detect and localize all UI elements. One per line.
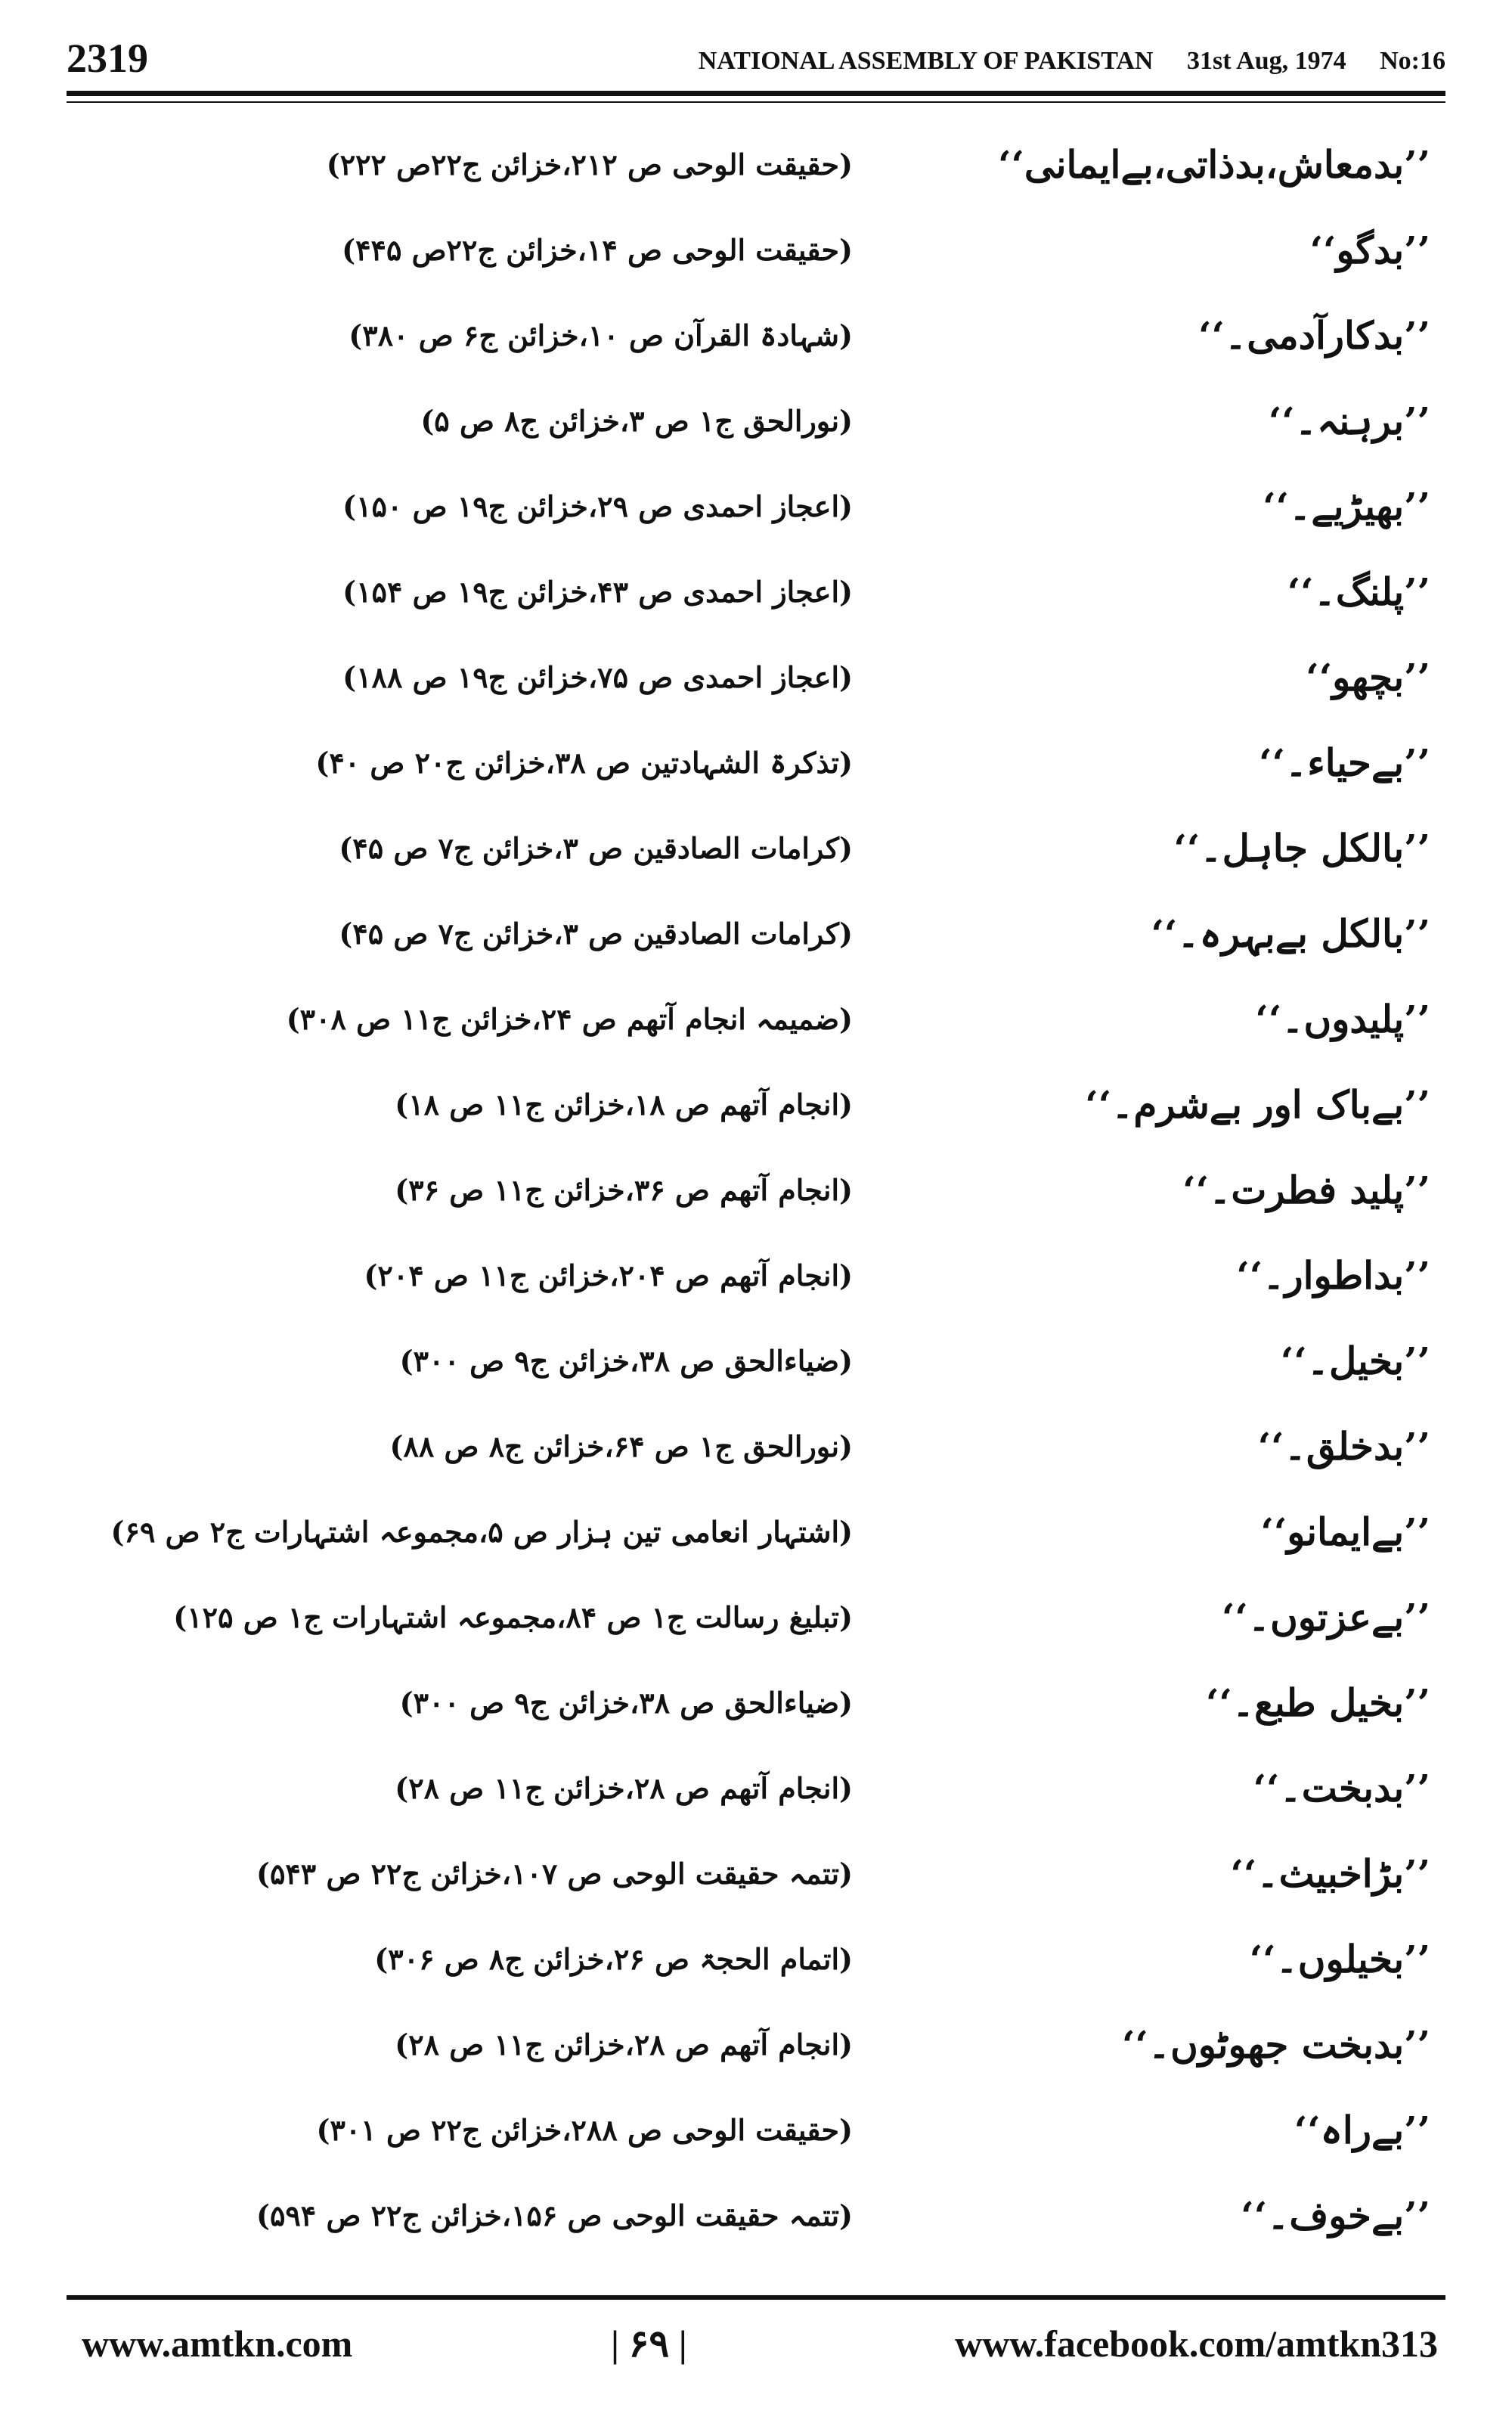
entry-reference: (نورالحق ج۱ ص ۳،خزائن ج۸ ص ۵) <box>420 404 853 438</box>
entries-list <box>67 127 1445 2267</box>
publication-title: NATIONAL ASSEMBLY OF PAKISTAN <box>698 47 1154 75</box>
list-item <box>67 982 1445 1057</box>
entry-term: ’’بخیلوں۔‘‘ <box>1249 1937 1430 1981</box>
list-item <box>67 1494 1445 1570</box>
list-item <box>67 1409 1445 1485</box>
footer-divider <box>67 2295 1445 2300</box>
entry-reference: (حقیقت الوحی ص ۲۱۲،خزائن ج۲۲ص ۲۲۲) <box>326 147 853 182</box>
header-divider-thick <box>67 91 1445 96</box>
page-number: 2319 <box>67 36 148 81</box>
entry-reference: (انجام آتھم ص ۳۶،خزائن ج۱۱ ص ۳۶) <box>395 1173 853 1207</box>
entry-term: ’’بدخلق۔‘‘ <box>1257 1424 1430 1469</box>
entry-term: ’’بےراہ‘‘ <box>1294 2108 1430 2152</box>
entry-term: ’’بخیل۔‘‘ <box>1280 1339 1430 1383</box>
list-item <box>67 2178 1445 2254</box>
entry-reference: (ضیاءالحق ص ۳۸،خزائن ج۹ ص ۳۰۰) <box>399 1344 853 1378</box>
entry-term: ’’بدگو‘‘ <box>1309 228 1430 272</box>
entry-reference: (اتمام الحجۃ ص ۲۶،خزائن ج۸ ص ۳۰۶) <box>374 1942 853 1976</box>
entry-reference: (اعجاز احمدی ص ۴۳،خزائن ج۱۹ ص ۱۵۴) <box>342 575 853 609</box>
entry-term: ’’بدمعاش،بدذاتی،بےایمانی‘‘ <box>998 142 1430 187</box>
entry-term: ’’پلنگ۔‘‘ <box>1287 569 1430 614</box>
entry-term: ’’بدبخت جھوٹوں۔‘‘ <box>1121 2022 1430 2067</box>
entry-term: ’’بدکارآدمی۔‘‘ <box>1198 313 1430 358</box>
header-divider-thin <box>67 101 1445 103</box>
entry-reference: (حقیقت الوحی ص ۱۴،خزائن ج۲۲ص ۴۴۵) <box>342 233 853 267</box>
issue-number: No:16 <box>1380 47 1445 75</box>
header-meta <box>699 47 1445 76</box>
list-item <box>67 1665 1445 1741</box>
list-item <box>67 298 1445 374</box>
entry-reference: (ضیاءالحق ص ۳۸،خزائن ج۹ ص ۳۰۰) <box>399 1686 853 1720</box>
entry-term: ’’پلید فطرت۔‘‘ <box>1182 1168 1430 1212</box>
list-item <box>67 1153 1445 1228</box>
entry-reference: (انجام آتھم ص ۱۸،خزائن ج۱۱ ص ۱۸) <box>395 1087 853 1122</box>
entry-term: ’’بےعزتوں۔‘‘ <box>1221 1595 1430 1640</box>
entry-reference: (حقیقت الوحی ص ۲۸۸،خزائن ج۲۲ ص ۳۰۱) <box>316 2113 853 2147</box>
list-item <box>67 554 1445 630</box>
entry-term: ’’بچھو‘‘ <box>1306 655 1430 700</box>
entry-reference: (تذکرۃ الشہادتین ص ۳۸،خزائن ج۲۰ ص ۴۰) <box>315 746 853 780</box>
entry-reference: (تتمہ حقیقت الوحی ص ۱۰۷،خزائن ج۲۲ ص ۵۴۳) <box>256 1857 853 1891</box>
entry-reference: (انجام آتھم ص ۲۰۴،خزائن ج۱۱ ص ۲۰۴) <box>364 1258 853 1292</box>
entry-term: ’’بےخوف۔‘‘ <box>1241 2193 1430 2238</box>
entry-term: ’’بھیڑیے۔‘‘ <box>1263 484 1430 529</box>
entry-reference: (تتمہ حقیقت الوحی ص ۱۵۶،خزائن ج۲۲ ص ۵۹۴) <box>256 2198 853 2232</box>
list-item <box>67 811 1445 886</box>
entry-reference: (نورالحق ج۱ ص ۶۴،خزائن ج۸ ص ۸۸) <box>389 1429 853 1463</box>
list-item <box>67 2093 1445 2168</box>
entry-reference: (اشتہار انعامی تین ہزار ص ۵،مجموعہ اشتہارات ج۲ ص ۶۹) <box>110 1515 853 1549</box>
list-item <box>67 1751 1445 1826</box>
entry-term: ’’بےایمانو‘‘ <box>1260 1509 1430 1554</box>
entry-term: ’’بخیل طبع۔‘‘ <box>1206 1680 1430 1725</box>
entry-reference: (کرامات الصادقین ص ۳،خزائن ج۷ ص ۴۵) <box>339 831 853 865</box>
entry-term: ’’بڑاخبیث۔‘‘ <box>1230 1851 1430 1896</box>
list-item <box>67 640 1445 715</box>
entry-term: ’’بدبخت۔‘‘ <box>1253 1766 1430 1810</box>
list-item <box>67 383 1445 459</box>
list-item <box>67 1067 1445 1143</box>
entry-term: ’’برہنہ۔‘‘ <box>1268 399 1430 443</box>
entry-term: ’’بالکل بےبہرہ۔‘‘ <box>1151 911 1430 956</box>
list-item <box>67 896 1445 972</box>
entry-reference: (کرامات الصادقین ص ۳،خزائن ج۷ ص ۴۵) <box>339 917 853 951</box>
entry-reference: (شہادۃ القرآن ص ۱۰،خزائن ج۶ ص ۳۸۰) <box>349 318 853 352</box>
list-item <box>67 127 1445 203</box>
list-item <box>67 2007 1445 2083</box>
list-item <box>67 1323 1445 1399</box>
footer-page-number: | ۶۹ | <box>611 2322 687 2365</box>
page-header <box>67 30 1445 91</box>
entry-term: ’’بےحیاء۔‘‘ <box>1259 740 1430 785</box>
list-item <box>67 1580 1445 1655</box>
list-item <box>67 725 1445 801</box>
list-item <box>67 1238 1445 1314</box>
publication-date: 31st Aug, 1974 <box>1186 47 1346 75</box>
entry-reference: (انجام آتھم ص ۲۸،خزائن ج۱۱ ص ۲۸) <box>395 2028 853 2062</box>
website-link[interactable]: www.amtkn.com <box>82 2322 353 2365</box>
entry-reference: (انجام آتھم ص ۲۸،خزائن ج۱۱ ص ۲۸) <box>395 1771 853 1805</box>
entry-reference: (اعجاز احمدی ص ۲۹،خزائن ج۱۹ ص ۱۵۰) <box>342 489 853 523</box>
page-footer <box>67 2314 1445 2382</box>
list-item <box>67 1922 1445 1997</box>
entry-term: ’’بالکل جاہل۔‘‘ <box>1173 826 1430 870</box>
entry-term: ’’بےباک اور بےشرم۔‘‘ <box>1085 1082 1430 1127</box>
entry-reference: (ضمیمہ انجام آتھم ص ۲۴،خزائن ج۱۱ ص ۳۰۸) <box>286 1002 853 1036</box>
list-item <box>67 213 1445 288</box>
entry-term: ’’بداطوار۔‘‘ <box>1236 1253 1430 1298</box>
list-item <box>67 1836 1445 1912</box>
entry-term: ’’پلیدوں۔‘‘ <box>1255 997 1430 1041</box>
list-item <box>67 469 1445 544</box>
entry-reference: (اعجاز احمدی ص ۷۵،خزائن ج۱۹ ص ۱۸۸) <box>342 660 853 694</box>
facebook-link[interactable]: www.facebook.com/amtkn313 <box>955 2322 1438 2365</box>
entry-reference: (تبلیغ رسالت ج۱ ص ۸۴،مجموعہ اشتہارات ج۱ ص ۱۲۵) <box>173 1600 853 1634</box>
